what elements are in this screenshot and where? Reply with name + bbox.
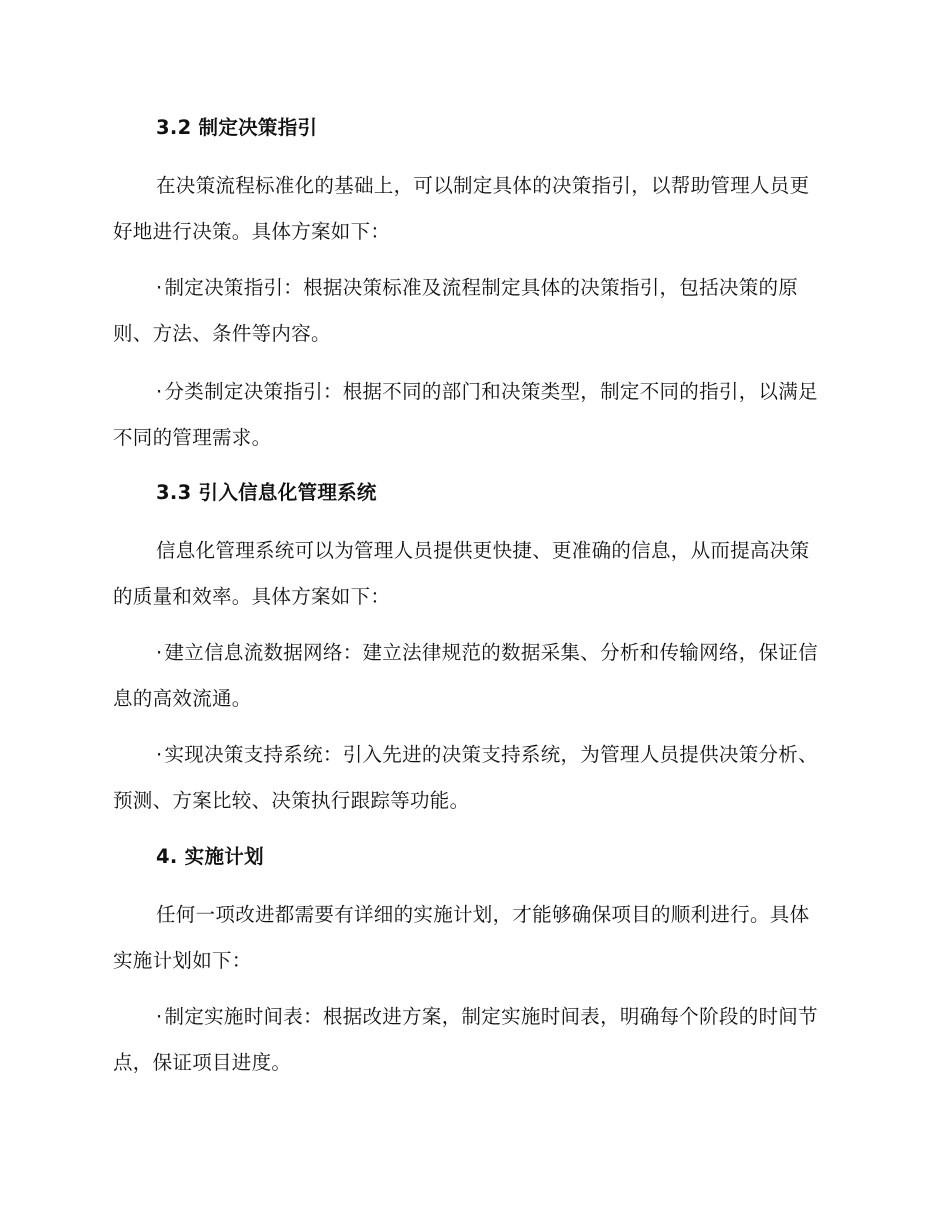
bullet-text: 建立信息流数据网络：建立法律规范的数据采集、分析和传输网络，保证信息的高效流通。: [113, 641, 818, 710]
section-heading-4: 4. 实施计划: [156, 845, 264, 868]
bullet-text: 制定实施时间表：根据改进方案，制定实施时间表，明确每个阶段的时间节点，保证项目进度。: [113, 1005, 818, 1074]
section-4-bullet-1: [113, 994, 829, 1086]
bullet-text: 制定决策指引：根据决策标准及流程制定具体的决策指引，包括决策的原则、方法、条件等内容。: [113, 276, 799, 345]
bullet-text: 分类制定决策指引：根据不同的部门和决策类型，制定不同的指引，以满足不同的管理需求。: [113, 380, 818, 449]
section-heading-3-3: 3.3 引入信息化管理系统: [156, 481, 377, 504]
section-3-3-bullet-2: [113, 732, 829, 824]
bullet-text: 实现决策支持系统：引入先进的决策支持系统，为管理人员提供决策分析、预测、方案比较、决策执行跟踪等功能。: [113, 743, 818, 812]
bullet-symbol: ·: [156, 276, 163, 299]
section-3-2-bullet-2: [113, 369, 829, 461]
section-4-intro: 任何一项改进都需要有详细的实施计划，才能够确保项目的顺利进行。具体实施计划如下：: [113, 903, 810, 972]
bullet-symbol: ·: [156, 1005, 163, 1028]
bullet-symbol: ·: [156, 380, 163, 403]
section-3-2-intro: 在决策流程标准化的基础上，可以制定具体的决策指引，以帮助管理人员更好地进行决策。具体方案如下：: [113, 174, 810, 243]
section-3-3-bullet-1: [113, 630, 829, 722]
section-3-2-bullet-1: [113, 265, 829, 357]
section-heading-3-2: 3.2 制定决策指引: [156, 116, 318, 139]
section-3-3-intro: 信息化管理系统可以为管理人员提供更快捷、更准确的信息，从而提高决策的质量和效率。具体方案如下：: [113, 539, 810, 608]
bullet-symbol: ·: [156, 743, 163, 766]
bullet-symbol: ·: [156, 641, 163, 664]
